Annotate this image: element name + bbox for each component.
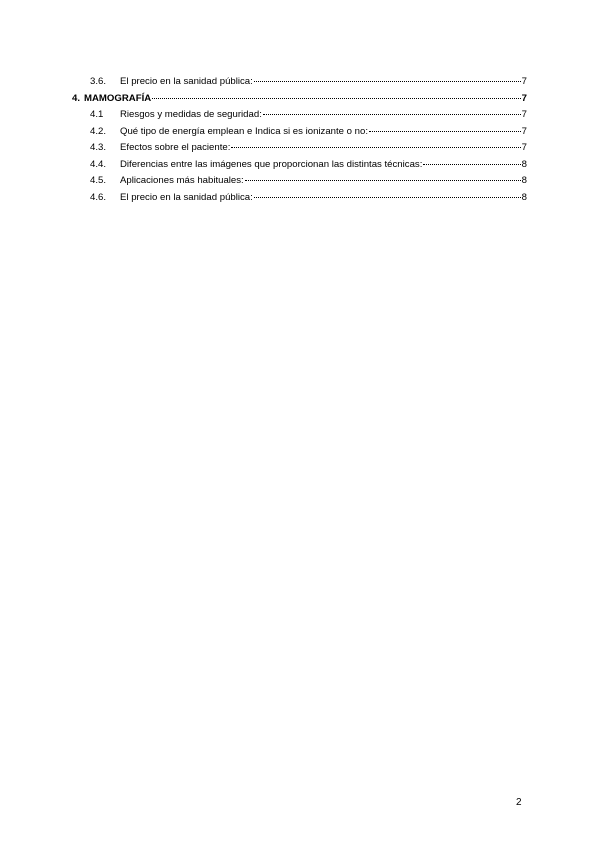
toc-entry-number: 4.5. [90,175,107,186]
toc-entry-4-3[interactable] [72,140,527,157]
toc-entry-number: 4.2. [90,125,107,137]
toc-entry-number: 4. [72,92,81,104]
dot-leader [254,81,521,82]
toc-entry-page: 7 [521,142,527,153]
toc-entry-number: 4.3. [90,142,107,153]
toc-entry-number: 3.6. [90,76,107,87]
toc-entry-3-6[interactable] [72,74,527,91]
toc-entry-page: 8 [521,175,527,186]
dot-leader [152,98,520,99]
toc-entry-page: 7 [521,109,527,120]
toc-entry-4[interactable] [72,91,527,108]
toc-entry-title: Efectos sobre el paciente: [120,142,231,153]
toc-entry-page: 7 [521,125,527,137]
dot-leader [254,197,521,198]
table-of-contents [72,74,527,206]
dot-leader [423,164,520,165]
toc-entry-number: 4.1 [90,109,104,120]
toc-entry-title: MAMOGRAFÍA [84,92,152,104]
toc-entry-4-2[interactable] [72,124,527,141]
toc-entry-page: 8 [521,191,527,203]
toc-entry-page: 8 [521,158,527,170]
page-number: 2 [516,797,522,808]
toc-entry-title: Riesgos y medidas de seguridad: [120,109,262,120]
toc-entry-title: Aplicaciones más habituales: [120,175,244,186]
toc-entry-number: 4.6. [90,191,107,203]
toc-entry-title: Diferencias entre las imágenes que proporcionan las distintas técnicas: [120,158,423,170]
toc-entry-4-6[interactable] [72,190,527,207]
toc-entry-title: El precio en la sanidad pública: [120,191,253,203]
toc-entry-4-5[interactable] [72,173,527,190]
toc-entry-number: 4.4. [90,158,107,170]
toc-entry-4-4[interactable] [72,157,527,174]
dot-leader [245,180,521,181]
dot-leader [263,114,521,115]
toc-entry-4-1[interactable] [72,107,527,124]
toc-entry-title: Qué tipo de energía emplean e Indica si es ionizante o no: [120,125,369,137]
dot-leader [231,147,520,148]
dot-leader [369,131,521,132]
toc-entry-page: 7 [521,92,527,104]
toc-entry-title: El precio en la sanidad pública: [120,76,253,87]
toc-entry-page: 7 [521,76,527,87]
